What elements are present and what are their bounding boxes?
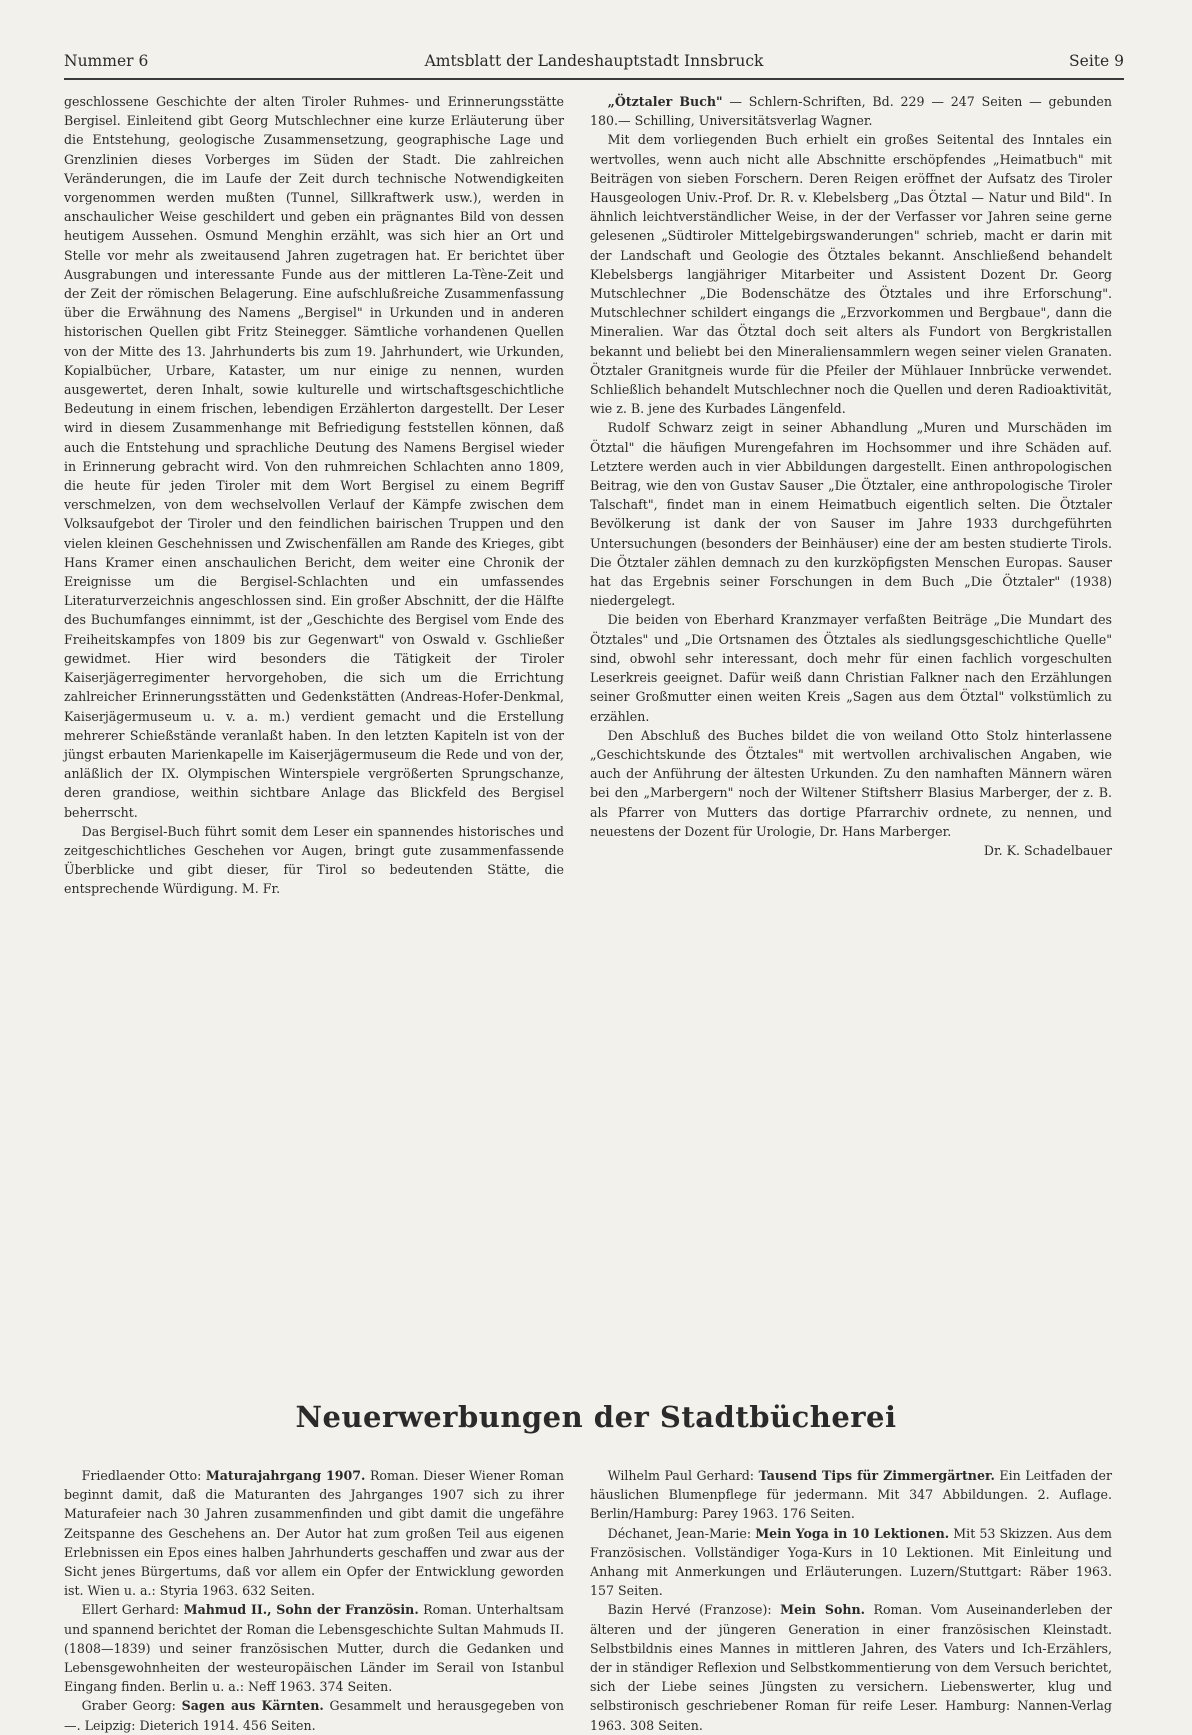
acquisitions-right-column bbox=[590, 1466, 1112, 1735]
review-signature: Dr. K. Schadelbauer bbox=[983, 842, 1112, 858]
left-column-review bbox=[64, 92, 564, 899]
entry-title: Tausend Tips für Zimmergärtner. bbox=[758, 1468, 995, 1483]
entry-title: Mein Yoga in 10 Lektionen. bbox=[755, 1525, 950, 1541]
entry-title: Maturajahrgang 1907. bbox=[205, 1468, 366, 1483]
publication-title: Amtsblatt der Landeshauptstadt Innsbruck bbox=[424, 52, 764, 70]
entry-author: Wilhelm Paul Gerhard: bbox=[607, 1468, 759, 1483]
entry-author: Graber Georg: bbox=[81, 1698, 182, 1714]
entry-title: Mein Sohn. bbox=[780, 1602, 866, 1618]
book-title: „Ötztaler Buch" bbox=[607, 94, 723, 109]
review-paragraph: Den Abschluß des Buches bildet die von weiland Otto Stolz hinterlassene „Geschichtskunde des Ötztales" mit wertvollen archivalischen Angaben, wie auch der Anführung der ältesten Urkunden. Zu den namhaften Männern wären bei den „Marbergern" noch der Wiltener Stiftsherr Blasius Marberger, der z. B. als Pfarrer von Mutters das dortige Pfarrarchiv ordnete, zu nennen, und neuestens der Dozent für Urologie, Dr. Hans Marberger. bbox=[590, 727, 1112, 839]
entry-text: Mit 53 Skizzen. Aus dem Französischen. Vollständiger Yoga-Kurs in 10 Lektionen. Mit Einleitung und Anhang mit Anmerkungen und Erläuterungen. Luzern/Stuttgart: Räber 1963. 157 Seiten. bbox=[590, 1525, 1112, 1599]
book-details: — Schlern-Schriften, Bd. 229 — 247 Seiten — gebunden 180.— Schilling, Universitätsverlag Wagner. bbox=[590, 94, 1112, 129]
book-entry bbox=[590, 1524, 1112, 1601]
entry-title: Mahmud II., Sohn der Französin. bbox=[183, 1602, 419, 1618]
entry-author: Friedlaender Otto: bbox=[81, 1468, 206, 1483]
header-rule bbox=[64, 78, 1124, 80]
entry-text: Ein Leitfaden der häuslichen Blumenpflege für jedermann. Mit 347 Abbildungen. 2. Auflage. Berlin/Hamburg: Parey 1963. 176 Seiten. bbox=[590, 1468, 1113, 1522]
section-heading: Neuerwerbungen der Stadtbücherei bbox=[295, 1400, 897, 1434]
review-paragraph bbox=[590, 92, 1112, 130]
page-number: Seite 9 bbox=[1069, 52, 1124, 70]
entry-text: Roman. Unterhaltsam und spannend berichtet der Roman die Lebensgeschichte Sultan Mahmuds II. (1808—1839) und seiner französischen Mutter, durch die Gedanken und Lebensgewohnheiten der westeuropäischen Länder im Serail von Istanbul Eingang finden. Berlin u. a.: Neff 1963. 374 Seiten. bbox=[64, 1602, 564, 1695]
entry-text: Gesammelt und herausgegeben von —. Leipzig: Dieterich 1914. 456 Seiten. bbox=[64, 1698, 564, 1733]
review-paragraph: Mit dem vorliegenden Buch erhielt ein großes Seitental des Inntales ein wertvolles, wenn auch nicht alle Abschnitte erschöpfendes „Heimatbuch" mit Beiträgen von sieben Forschern. Deren Reigen eröffnet der Aufsatz des Tiroler Hausgeologen Univ.-Prof. Dr. R. v. Klebelsberg „Das Ötztal — Natur und Bild". In ähnlich leichtverständlicher Weise, in der der Verfasser vor Jahren seine gerne gelesenen „Südtiroler Mittelgebirgswanderungen" schrieb, macht er darin mit der Landschaft und Geologie des Ötztales bekannt. Anschließend behandelt Klebelsbergs langjähriger Mitarbeiter und Assistent Dozent Dr. Georg Mutschlechner „Die Bodenschätze des Ötztales und ihre Erforschung". Mutschlechner schildert eingangs die „Erzvorkommen und Bergbaue", dann die Mineralien. War das Ötztal doch seit alters als Fundort von Bergkristallen bekannt und beliebt bei den Mineraliensammlern wegen seiner vielen Granaten. Ötztaler Granitgneis wurde für die Pfeiler der Mühlauer Innbrücke verwendet. Schließlich behandelt Mutschlechner noch die Quellen und deren Radioaktivität, wie z. B. jene des Kurbades Längenfeld. bbox=[590, 132, 1112, 417]
review-paragraph: geschlossene Geschichte der alten Tiroler Ruhmes- und Erinnerungsstätte Bergisel. Einleitend gibt Georg Mutschlechner eine kurze Erläuterung über die Entstehung, geologische Zusammensetzung, geographische Lage und Grenzlinien dieses Vorberges im Süden der Stadt. Die zahlreichen Veränderungen, die im Laufe der Zeit durch technische Notwendigkeiten vorgenommen werden mußten (Tunnel, Sillkraftwerk usw.), werden in anschaulicher Weise geschildert und geben ein prägnantes Bild von dessen heutigem Aussehen. Osmund Menghin erzählt, was sich hier an Ort und Stelle vor mehr als zweitausend Jahren zugetragen hat. Er berichtet über Ausgrabungen und interessante Funde aus der mittleren La-Tène-Zeit und der Zeit der römischen Belagerung. Eine aufschlußreiche Zusammenfassung über die Erwähnung des Namens „Bergisel" in Urkunden und in anderen historischen Quellen gibt Fritz Steinegger. Sämtliche vorhandenen Quellen von der Mitte des 13. Jahrhunderts bis zum 19. Jahrhundert, wie Urkunden, Kopialbücher, Urbare, Kataster, um nur einige zu nennen, wurden ausgewertet, deren Inhalt, sowie kulturelle und wirtschaftsgeschichtliche Bedeutung in einem frischen, lebendigen Erzählerton dargestellt. Der Leser wird in diesem Zusammenhange mit Befriedigung feststellen können, daß auch die Entstehung und sprachliche Deutung des Namens Bergisel wieder in Erinnerung gebracht wird. Von den ruhmreichen Schlachten anno 1809, die heute für jeden Tiroler mit dem Wort Bergisel zu einem Begriff verschmelzen, von dem wechselvollen Verlauf der Kämpfe zwischen dem Volksaufgebot der Tiroler und den feindlichen bairischen Truppen und den vielen kleinen Geschehnissen und Zwischenfällen am Rande des Krieges, gibt Hans Kramer einen anschaulichen Bericht, dem weiter eine Chronik der Ereignisse um die Bergisel-Schlachten und ein umfassendes Literaturverzeichnis angeschlossen sind. Ein großer Abschnitt, der die Hälfte des Buchumfanges einnimmt, ist der „Geschichte des Bergisel vom Ende des Freiheitskampfes von 1809 bis zur Gegenwart" von Oswald v. Gschließer gewidmet. Hier wird besonders die Tätigkeit der Tiroler Kaiserjägerregimenter hervorgehoben, die sich um die Errichtung zahlreicher Erinnerungsstätten und Gedenkstätten (Andreas-Hofer-Denkmal, Kaiserjägermuseum u. v. a. m.) verdient gemacht und die Erstellung mehrerer Schießstände veranlaßt haben. In den letzten Kapiteln ist von der jüngst erbauten Marienkapelle im Kaiserjägermuseum die Rede und von der, anläßlich der IX. Olympischen Winterspiele vergrößerten Sprungschanze, deren grandiose, weithin sichtbare Anlage das Blickfeld des Bergisel beherrscht. bbox=[64, 94, 564, 820]
book-entry bbox=[64, 1466, 564, 1600]
entry-text: Roman. Vom Auseinanderleben der älteren und der jüngeren Generation in einer französischen Kleinstadt. Selbstbildnis eines Mannes in mittleren Jahren, des Vaters und Ich-Erzählers, der in ständiger Reflexion und Selbstkommentierung von dem Versuch berichtet, sich der Liebe seines Jüngsten zu versichern. Liebenswerter, klug und selbstironisch geschriebener Roman für reife Leser. Hamburg: Nannen-Verlag 1963. 308 Seiten. bbox=[590, 1602, 1112, 1733]
entry-title: Sagen aus Kärnten. bbox=[181, 1698, 324, 1714]
issue-number: Nummer 6 bbox=[64, 52, 149, 70]
book-entry bbox=[590, 1600, 1112, 1734]
entry-author: Bazin Hervé (Franzose): bbox=[607, 1602, 781, 1618]
book-entry bbox=[590, 1466, 1112, 1524]
book-entry bbox=[64, 1600, 564, 1696]
entry-author: Déchanet, Jean-Marie: bbox=[607, 1525, 756, 1541]
book-entry bbox=[64, 1696, 564, 1734]
review-paragraph: Die beiden von Eberhard Kranzmayer verfaßten Beiträge „Die Mundart des Ötztales" und „Die Ortsnamen des Ötztales als siedlungsgeschichtliche Quelle" sind, obwohl sehr interessant, doch mehr für einen fachlich vorgeschulten Leserkreis geeignet. Dafür weiß dann Christian Falkner nach den Erzählungen seiner Großmutter einen weiten Kreis „Sagen aus dem Ötztal" volkstümlich zu erzählen. bbox=[590, 612, 1112, 724]
acquisitions-left-column bbox=[64, 1466, 564, 1735]
entry-text: Roman. Dieser Wiener Roman beginnt damit, daß die Maturanten des Jahrganges 1907 sich zu ihrer Maturafeier nach 30 Jahren zusammenfinden und gibt damit die ungefähre Zeitspanne des Geschehens an. Der Autor hat zum großen Teil aus eigenen Erlebnissen ein Epos eines halben Jahrhunderts geschaffen und zwar aus der Sicht jenes Bürgertums, daß vor allem ein Opfer der Entwicklung geworden ist. Wien u. a.: Styria 1963. 632 Seiten. bbox=[64, 1468, 564, 1599]
review-paragraph: Das Bergisel-Buch führt somit dem Leser ein spannendes historisches und zeitgeschichtliches Geschehen vor Augen, bringt gute zusammenfassende Überblicke und gibt dieser, für Tirol so bedeutenden Stätte, die entsprechende Würdigung. M. Fr. bbox=[64, 823, 564, 897]
entry-author: Ellert Gerhard: bbox=[81, 1602, 184, 1618]
review-paragraph: Rudolf Schwarz zeigt in seiner Abhandlung „Muren und Murschäden im Ötztal" die häufigen Murengefahren im Hochsommer und ihre Schäden auf. Letztere werden auch in vier Abbildungen dargestellt. Einen anthropologischen Beitrag, wie den von Gustav Sauser „Die Ötztaler, eine anthropologische Tiroler Talschaft", findet man in einem Heimatbuch eigentlich selten. Die Ötztaler Bevölkerung ist dank der von Sauser im Jahre 1933 durchgeführten Untersuchungen (besonders der Beinhäuser) eine der am besten studierte Tirols. Die Ötztaler zählen demnach zu den kurzköpfigsten Menschen Europas. Sauser hat das Ergebnis seiner Forschungen in dem Buch „Die Ötztaler" (1938) niedergelegt. bbox=[590, 420, 1112, 609]
page-header bbox=[64, 52, 1124, 78]
right-column-review bbox=[590, 92, 1112, 860]
